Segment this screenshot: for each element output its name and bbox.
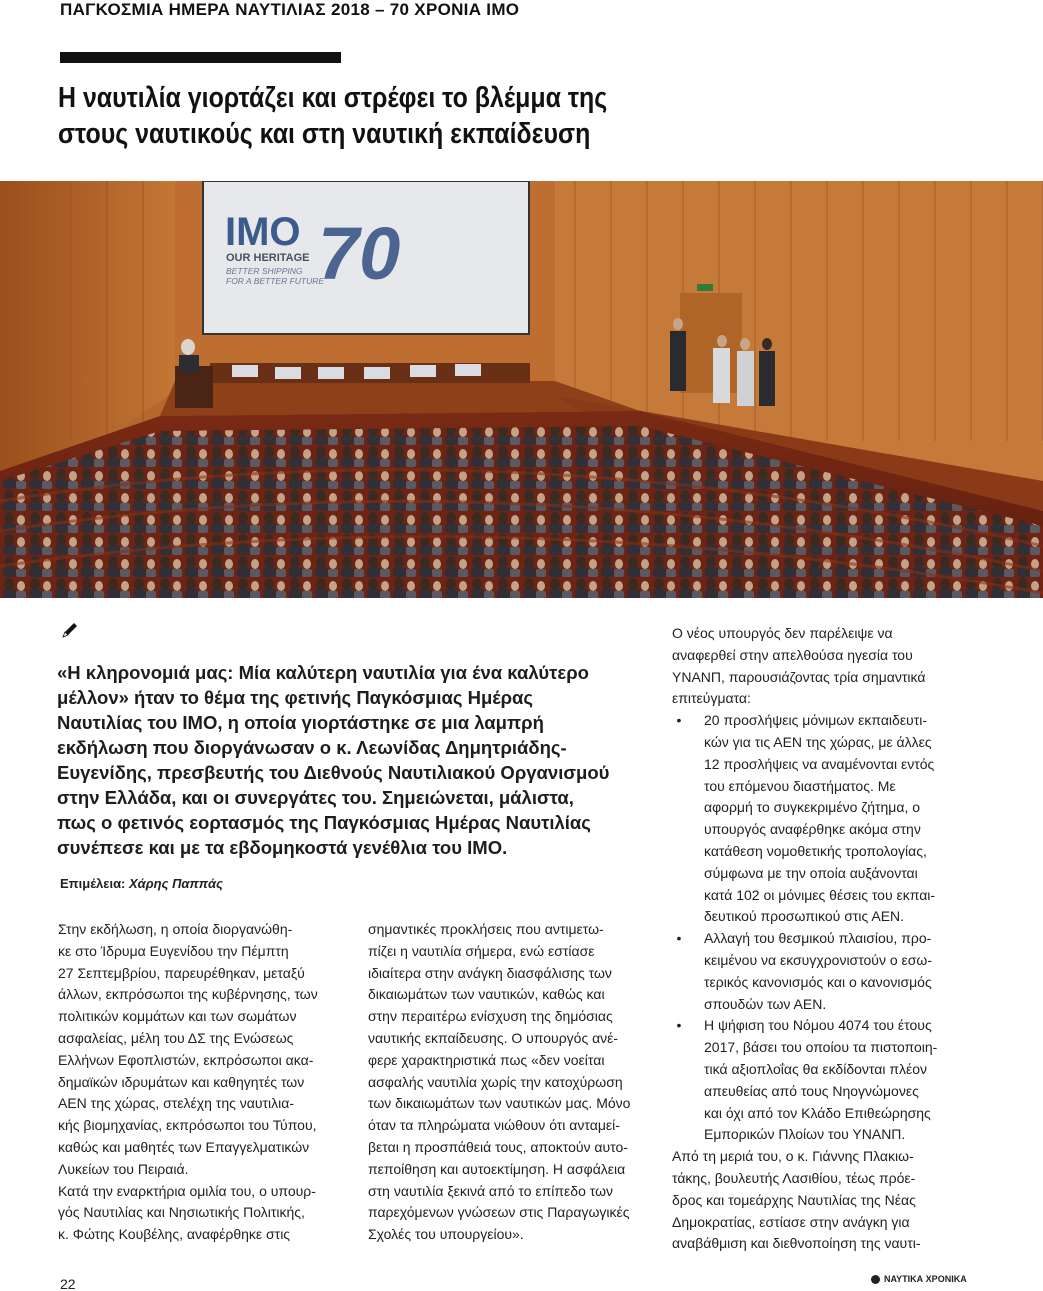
lead-line: στην Ελλάδα, και οι συνεργάτες του. Σημειώνεται, μάλιστα,: [57, 787, 574, 808]
bullet-line: σύμφωνα με την οποία αυξάνονται: [704, 864, 918, 881]
body-line: Ο νέος υπουργός δεν παρέλειψε να: [672, 625, 893, 641]
body-line: ναυτικής εκπαίδευσης. Ο υπουργός ανέ-: [368, 1029, 619, 1046]
lead-paragraph: [57, 660, 637, 860]
section-header: ΠΑΓΚΟΣΜΙΑ ΗΜΕΡΑ ΝΑΥΤΙΛΙΑΣ 2018 – 70 ΧΡΟΝΙΑ ΙΜΟ: [60, 0, 520, 19]
bullet-line: 12 προσλήψεις να αναμένονται εντός: [704, 755, 935, 772]
lead-line: πως ο φετινός εορτασμός της Παγκόσμιας Ημέρας Ναυτιλίας: [57, 812, 591, 833]
body-line: Σχολές του υπουργείου».: [368, 1226, 524, 1243]
byline: [60, 876, 223, 891]
body-line: ασφαλής ναυτιλία χωρίς την κατοχύρωση: [368, 1073, 623, 1090]
body-line: βεται η προσπάθειά τους, αποκτούν αυτο-: [368, 1138, 628, 1155]
body-line: άλλων, εκπρόσωποι της κυβέρνησης, των: [58, 986, 318, 1003]
page-title-line: στους ναυτικούς και στη ναυτική εκπαίδευση: [58, 118, 591, 150]
page-number: 22: [60, 1276, 76, 1291]
lead-line: μέλλον» ήταν το θέμα της φετινής Παγκόσμιας Ημέρας: [57, 687, 534, 708]
bullet-line: απευθείας από τους Νηογνώμονες: [704, 1082, 919, 1099]
screen-logo: IMO: [225, 210, 301, 254]
bullet-marker: •: [676, 930, 682, 947]
body-line: καθώς και μαθητές των Επαγγελματικών: [58, 1138, 310, 1155]
bullet-marker: •: [676, 1017, 682, 1034]
byline-label: Επιμέλεια:: [60, 876, 126, 891]
body-line: Στην εκδήλωση, η οποία διοργανώθη-: [58, 921, 293, 937]
body-line: κής βιομηχανίας, εκπρόσωποι του Τύπου,: [58, 1117, 317, 1134]
body-line: ιδιαίτερα στην ανάγκη διασφάλισης των: [368, 964, 612, 981]
bullet-line: του επόμενου διαστήματος. Με: [704, 777, 896, 794]
body-line: ασφαλείας, μέλη του ΔΣ της Ενώσεως: [58, 1029, 294, 1046]
bullet-line: αφορμή το συγκεκριμένο ζήτημα, ο: [704, 799, 921, 816]
bullet-line: τικά αξιοπλοΐας θα εκδίδονται πλέον: [704, 1060, 928, 1077]
body-line: των δικαιωμάτων των ναυτικών μας. Μόνο: [368, 1095, 631, 1112]
screen-number: 70: [318, 212, 401, 295]
dot-icon: [871, 1275, 880, 1284]
bullet-line: τερικός κανονισμός και ο κανονισμός: [704, 973, 932, 990]
body-line: ΑΕΝ της χώρας, στελέχη της ναυτιλια-: [58, 1095, 295, 1112]
body-line: Λυκείων του Πειραιά.: [58, 1160, 189, 1177]
page-title-line: Η ναυτιλία γιορτάζει και στρέφει το βλέμμα της: [58, 82, 608, 114]
body-line: 27 Σεπτεμβρίου, παρευρέθηκαν, μεταξύ: [58, 964, 305, 981]
title-bar-decoration: [60, 52, 341, 63]
bullet-line: υπουργός αναφέρθηκε ακόμα στην: [704, 821, 921, 838]
body-line: Δημοκρατίας, εστίασε στην ανάγκη για: [672, 1213, 910, 1230]
body-line: Κατά την εναρκτήρια ομιλία του, ο υπουρ-: [58, 1182, 316, 1199]
body-line: πολιτικών κομμάτων και των σωμάτων: [58, 1008, 297, 1025]
lead-line: εκδήλωση που διοργάνωσαν ο κ. Λεωνίδας Δημητριάδης-: [57, 737, 567, 758]
bullet-line: κατάθεση νομοθετικής τροπολογίας,: [704, 842, 927, 859]
bullet-line: Η ψήφιση του Νόμου 4074 του έτους: [704, 1017, 932, 1034]
screen-line-2: BETTER SHIPPING: [226, 266, 303, 276]
body-line: γός Ναυτιλίας και Νησιωτικής Πολιτικής,: [58, 1204, 305, 1221]
lead-line: συνέπεσε και με τα εβδομηκοστά γενέθλια του ΙΜΟ.: [57, 837, 508, 858]
body-line: ΥΝΑΝΠ, παρουσιάζοντας τρία σημαντικά: [672, 668, 926, 685]
bullet-line: 2017, βάσει του οποίου τα πιστοποιη-: [704, 1039, 938, 1056]
body-line: στη ναυτιλία ξεκινά από το επίπεδο των: [368, 1182, 614, 1199]
body-line: πεποίθηση και αυτοεκτίμηση. Η ασφάλεια: [368, 1160, 626, 1177]
body-line: παρεχόμενων γνώσεων στις Παραγωγικές: [368, 1204, 630, 1221]
bullet-item: [672, 1015, 957, 1146]
body-line: πίζει η ναυτιλία σήμερα, ενώ εστίασε: [368, 942, 595, 959]
body-line: κε στο Ίδρυμα Ευγενίδου την Πέμπτη: [58, 942, 289, 959]
body-line: στην περαιτέρω ενίσχυση της δημόσιας: [368, 1008, 613, 1025]
bullet-marker: •: [676, 712, 682, 729]
byline-author: Χάρης Παππάς: [129, 876, 223, 891]
body-column-left: [58, 919, 343, 1246]
bullet-line: και όχι από τον Κλάδο Επιθεώρησης: [704, 1104, 931, 1121]
body-line: κ. Φώτης Κουβέλης, αναφέρθηκε στις: [58, 1226, 291, 1243]
auditorium-photo: [0, 181, 1043, 598]
body-line: δρος και τομεάρχης Ναυτιλίας της Νέας: [672, 1191, 916, 1208]
body-line: αναφερθεί στην απελθούσα ηγεσία του: [672, 646, 913, 663]
bullet-line: Εμπορικών Πλοίων του ΥΝΑΝΠ.: [704, 1126, 906, 1143]
body-line: Ελλήνων Εφοπλιστών, εκπρόσωποι ακα-: [58, 1051, 314, 1068]
bullet-line: κατά 102 οι μόνιμες θέσεις του εκπαι-: [704, 886, 936, 903]
lead-line: Ναυτιλίας του ΙΜΟ, η οποία γιορτάστηκε σε μια λαμπρή: [57, 712, 544, 733]
body-line: τάκης, βουλευτής Λασιθίου, τέως πρόε-: [672, 1169, 916, 1186]
lead-line: Ευγενίδης, πρεσβευτής του Διεθνούς Ναυτιλιακού Οργανισμού: [57, 762, 610, 783]
screen-line-3: FOR A BETTER FUTURE: [226, 276, 325, 286]
body-column-right: [672, 623, 957, 1255]
bullet-item: [672, 710, 957, 928]
body-line: δημαϊκών ιδρυμάτων και καθηγητές των: [58, 1073, 305, 1090]
bullet-line: Αλλαγή του θεσμικού πλαισίου, προ-: [704, 930, 932, 947]
lead-line: «Η κληρονομιά μας: Μία καλύτερη ναυτιλία για ένα καλύτερο: [57, 662, 589, 683]
bullet-line: κών για τις ΑΕΝ της χώρας, με άλλες: [704, 733, 932, 750]
pencil-icon: [60, 620, 80, 640]
body-line: φερε χαρακτηριστικά πως «δεν νοείται: [368, 1051, 605, 1068]
screen-line-1: OUR HERITAGE: [226, 252, 310, 264]
brand-name: ΝΑΥΤΙΚΑ ΧΡΟΝΙΚΑ: [884, 1274, 967, 1284]
body-column-middle: [368, 919, 650, 1246]
body-line: δικαιωμάτων των ναυτικών, καθώς και: [368, 986, 605, 1003]
bullet-line: σπουδών των ΑΕΝ.: [704, 995, 827, 1012]
page-title: [58, 80, 729, 152]
body-line: Από τη μεριά του, ο κ. Γιάννης Πλακιω-: [672, 1148, 914, 1165]
bullet-line: 20 προσλήψεις μόνιμων εκπαιδευτι-: [704, 712, 928, 729]
body-line: όταν τα πληρώματα νιώθουν ότι ανταμεί-: [368, 1117, 620, 1134]
bullet-line: κειμένου να εκσυγχρονιστούν ο εσω-: [704, 951, 933, 968]
body-line: επιτεύγματα:: [672, 690, 751, 707]
bullet-item: [672, 928, 957, 1015]
bullet-line: δευτικού προσωπικού στις ΑΕΝ.: [704, 908, 905, 925]
body-line: αναβάθμιση και διεθνοποίηση της ναυτι-: [672, 1235, 921, 1252]
body-line: σημαντικές προκλήσεις που αντιμετω-: [368, 921, 604, 937]
publication-brand: [871, 1274, 967, 1284]
